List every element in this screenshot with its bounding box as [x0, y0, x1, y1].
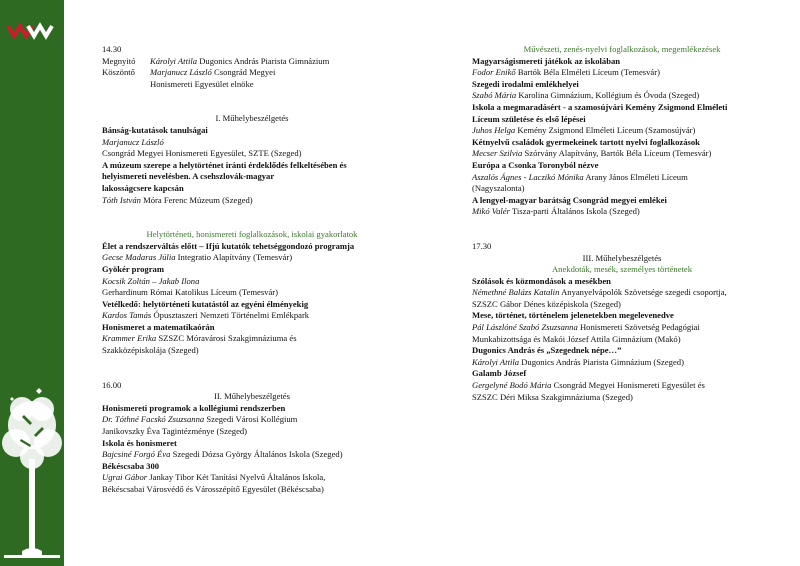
talk-title: Honismereti programok a kollégiumi rendszerben — [102, 402, 286, 413]
speaker-name: Pál Lászlóné Szabó Zsuzsanna — [472, 322, 578, 333]
speaker-org: Karolina Gimnázium, Kollégium és Óvoda (Szeged) — [518, 90, 700, 101]
speaker-name: Fodor Enikő — [472, 67, 516, 78]
talk-title: Európa a Csonka Toronyból nézve — [472, 159, 599, 170]
speaker-org: Szórvány Alapítvány, Bartók Béla Líceum (Temesvár) — [524, 148, 712, 159]
speaker-org: Ópusztaszeri Nemzeti Történelmi Emlékpark — [153, 310, 310, 321]
logo-wave-icon — [0, 20, 64, 42]
time-1600: 16.00 — [102, 379, 122, 390]
greeting-org-row: Honismereti Egyesület elnöke — [150, 78, 254, 89]
speaker-org: Szegedi Városi Kollégium — [206, 414, 298, 425]
section-arts-title: Művészeti, zenés-nyelvi foglalkozások, megemlékezések — [523, 44, 721, 54]
talk-title: Élet a rendszerváltás előtt – Ifjú kutatók tehetséggondozó programja — [102, 240, 355, 251]
speaker-name: Juhos Helga — [472, 125, 516, 136]
left-column — [102, 44, 402, 496]
talk-title: Szólások és közmondások a mesékben — [472, 275, 611, 286]
speaker-org: (Nagyszalonta) — [472, 183, 525, 194]
talk-title: Iskola a megmaradásért - a szamosújvári Kemény Zsigmond Elméleti — [472, 101, 728, 112]
opening-row: Megnyitó Károlyi Attila Dugonics András Piarista Gimnázium — [102, 55, 330, 66]
speaker-org: Tisza-parti Általános Iskola (Szeged) — [511, 206, 640, 217]
talk-title: Gyökér program — [102, 263, 164, 274]
speaker-org: Jankay Tibor Két Tanítási Nyelvű Általános Iskola, — [149, 472, 326, 483]
speaker-name: Némethné Balázs Katalin — [472, 287, 560, 298]
speaker-org: Anyanyelvápolók Szövetsége szegedi csoportja, — [561, 287, 727, 298]
speaker-org: Arany János Elméleti Líceum — [585, 171, 688, 182]
speaker-org: Dugonics András Piarista Gimnázium (Szeged) — [521, 356, 684, 367]
talk-title: Kétnyelvű családok gyermekeinek tartott nyelvi foglalkozások — [472, 136, 700, 147]
speaker-org: Szegedi Dózsa György Általános Iskola (Szeged) — [172, 449, 343, 460]
speaker-org: SZSZC Móravárosi Szakgimnáziuma és — [158, 333, 297, 344]
talk-title: Mese, történet, történelem jelenetekben megelevenedve — [472, 310, 674, 321]
talk-title: Dugonics András és „Szegednek népe…” — [472, 345, 622, 356]
speaker-org: Kemény Zsigmond Elméleti Líceum (Szamosújvár) — [517, 125, 696, 136]
speaker-name: Mecser Szilvia — [472, 148, 523, 159]
speaker-org: Honismereti Szövetség Pedagógiai — [579, 322, 700, 333]
speaker-org: Szakközépiskolája (Szeged) — [102, 345, 199, 356]
speaker-name: Kardos Tamás — [102, 310, 152, 321]
speaker-name: Krammer Erika — [102, 333, 157, 344]
talk-title: Szegedi irodalmi emlékhelyei — [472, 78, 579, 89]
speaker-name: Mikó Valér — [472, 206, 510, 217]
speaker-name: Aszalós Ágnes - Laczikó Mónika — [472, 171, 584, 182]
speaker-name: Tóth István — [102, 194, 141, 205]
time-1430: 14.30 — [102, 44, 122, 54]
speaker-name: Bajcsiné Forgó Éva — [102, 449, 171, 460]
speaker-org: Munkabizottsága és Makói József Attila Gimnázium (Makó) — [472, 333, 681, 344]
speaker-name: Károlyi Attila — [472, 356, 520, 367]
speaker-name: Gergelyné Bodó Mária — [472, 380, 552, 391]
speaker-org: Békéscsabai Városvédő és Városszépítő Egyesület (Békéscsaba) — [102, 484, 324, 494]
talk-title: Békéscsaba 300 — [102, 460, 160, 471]
speaker-org: Gerhardinum Római Katolikus Líceum (Temesvár) — [102, 287, 278, 298]
talk-title: Líceum születése és első lépései — [472, 113, 586, 124]
workshop-3-subtitle: Anekdoták, mesék, személyes történetek — [551, 264, 693, 275]
talk-title: Vetélkedő: helytörténeti kutatástól az egyéni élményekig — [102, 298, 309, 309]
speaker-org: SZSZC Gábor Dénes középiskola (Szeged) — [472, 298, 621, 309]
workshop-3-title: III. Műhelybeszélgetés — [582, 252, 662, 263]
speaker-org: Móra Ferenc Múzeum (Szeged) — [143, 194, 253, 205]
speaker-name: Szabó Mária — [472, 90, 517, 101]
workshop-1-title: I. Műhelybeszélgetés — [215, 113, 289, 124]
speaker-name: Kocsik Zoltán – Jakab Ilona — [102, 275, 200, 286]
tree-icon — [0, 385, 64, 566]
speaker-name: Dr. Tóthné Facskó Zsuzsanna — [102, 414, 205, 425]
talk-title: lakosságcsere kapcsán — [102, 182, 184, 193]
speaker-org: Janikovszky Éva Tagintézménye (Szeged) — [102, 426, 248, 437]
talk-title: Iskola és honismeret — [102, 437, 177, 448]
speaker-name: Marjanucz László — [102, 136, 164, 147]
speaker-name: Gecse Madaras Júlia — [102, 252, 176, 263]
speaker-org: Bartók Béla Elméleti Líceum (Temesvár) — [517, 67, 660, 78]
speaker-name: Ugrai Gábor — [102, 472, 148, 483]
talk-title: helyismereti nevelésben. A csehszlovák-magyar — [102, 171, 275, 182]
talk-title: Magyarságismereti játékok az iskolában — [472, 55, 621, 66]
workshop-2-title: II. Műhelybeszélgetés — [214, 391, 290, 402]
green-side-strip — [0, 0, 64, 566]
talk-title: Honismeret a matematikaórán — [102, 321, 215, 332]
talk-title: A lengyel-magyar barátság Csongrád megyei emlékei — [472, 194, 667, 205]
speaker-org: Csongrád Megyei Honismereti Egyesület és — [553, 380, 705, 391]
talk-title: Bánság-kutatások tanulságai — [102, 124, 208, 135]
right-column — [472, 44, 772, 403]
speaker-org: Integratio Alapítvány (Temesvár) — [177, 252, 293, 263]
section-2-title: Helytörténeti, honismereti foglalkozások, iskolai gyakorlatok — [146, 229, 358, 240]
talk-title: A múzeum szerepe a helytörténet iránti érdeklődés felkeltésében és — [102, 159, 347, 170]
speaker-org: Csongrád Megyei Honismereti Egyesület, SZTE (Szeged) — [102, 148, 302, 159]
greeting-row: Köszöntő Marjanucz László Csongrád Megyei — [102, 67, 276, 78]
speaker-org: SZSZC Déri Miksa Szakgimnáziuma (Szeged) — [472, 391, 633, 402]
talk-title: Galamb József — [472, 368, 527, 379]
time-1730: 17.30 — [472, 240, 492, 251]
